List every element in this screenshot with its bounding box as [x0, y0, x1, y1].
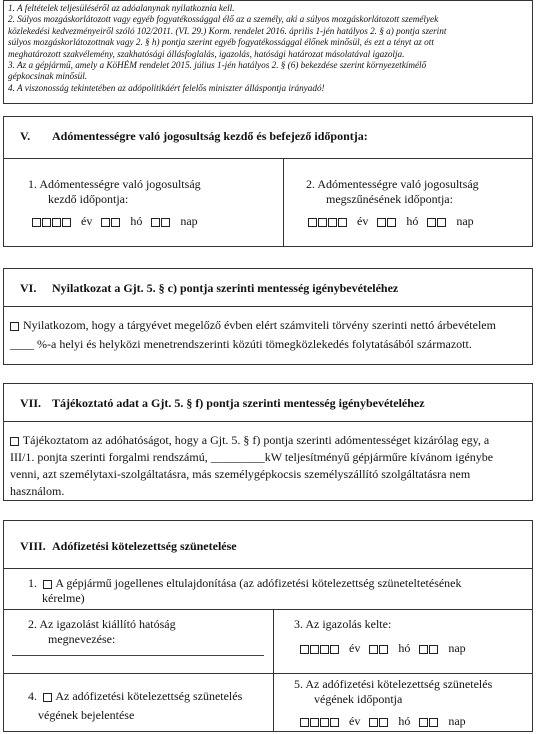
digit-box[interactable] — [320, 645, 329, 654]
label-line: 5. Az adófizetési kötelezettség szünetelés — [294, 677, 493, 691]
divider — [4, 306, 532, 307]
section-viii-header — [20, 539, 237, 554]
box-group — [308, 214, 348, 229]
section-number: VIII. — [20, 539, 46, 553]
digit-box[interactable] — [338, 218, 347, 227]
divider — [4, 158, 532, 159]
digit-box[interactable] — [379, 645, 388, 654]
digit-box[interactable] — [419, 645, 428, 654]
certificate-date-label: 3. Az igazolás kelte: — [294, 617, 392, 631]
box-group — [32, 214, 72, 229]
section-title: Nyilatkozat a Gjt. 5. § c) pontja szerinti mentesség igénybevételéhez — [52, 281, 399, 295]
month-label: hó — [406, 214, 419, 228]
day-label: nap — [448, 714, 466, 728]
text-line: III/1. ponjta szerinti forgalmi rendszámú, _________kW teljesítményű gépjárműre kívánom igénybe — [10, 450, 494, 464]
day-label: nap — [180, 214, 198, 228]
label-line: 2. Az igazolást kiállító hatóság — [28, 617, 176, 631]
footnote-line: közlekedési kedvezményeiről szóló 102/2011. (VI. 29.) Korm. rendelet 2016. április 1-jén hatályos 2. § a) pontja szerint — [8, 25, 447, 36]
digit-box[interactable] — [427, 218, 436, 227]
digit-box[interactable] — [308, 218, 317, 227]
digit-box[interactable] — [32, 218, 41, 227]
section-vi — [3, 268, 533, 365]
digit-box[interactable] — [369, 645, 378, 654]
start-date-label — [28, 177, 201, 207]
theft-item — [28, 576, 462, 606]
box-group — [419, 714, 439, 729]
digit-box[interactable] — [310, 645, 319, 654]
footnote-line: súlyos mozgáskorlátozottnak vagy 2. § h) pontja szerint egyéb fogyatékossággal élőnek minősül, és ezt a tényt az ott — [8, 37, 434, 48]
text-line: Az adófizetési kötelezettség szünetelés — [55, 689, 243, 703]
day-label: nap — [448, 641, 466, 655]
certificate-date-field[interactable] — [300, 641, 466, 656]
label-line: megszűnésének időpontja: — [326, 192, 453, 206]
footnote-line: 2. Súlyos mozgáskorlátozott vagy egyéb fogyatékossággal élő az a személy, aki a súlyos mozgáskorlátozott személyek — [8, 14, 439, 25]
info-text — [10, 432, 528, 500]
section-number: VII. — [20, 396, 42, 410]
box-group — [419, 641, 439, 656]
start-date-field[interactable] — [32, 214, 198, 229]
digit-box[interactable] — [320, 718, 329, 727]
digit-box[interactable] — [429, 645, 438, 654]
year-label: év — [349, 714, 361, 728]
text-line: kérelme) — [42, 591, 85, 605]
divider — [4, 673, 532, 674]
theft-checkbox[interactable] — [43, 580, 52, 589]
box-group — [427, 214, 447, 229]
footnote-line: 3. Az a gépjármű, amely a KöHÉM rendelet 2015. július 1-jén hatályos 2. § (6) bekezdése szerint környezetkímélő — [8, 60, 427, 71]
declaration-text — [10, 318, 528, 352]
authority-name-label — [28, 617, 176, 647]
authority-name-input[interactable] — [12, 655, 264, 656]
digit-box[interactable] — [419, 718, 428, 727]
month-label: hó — [398, 641, 411, 655]
section-v — [3, 116, 533, 247]
footnote-line: 1. A feltételek teljesüléséről az adóalanynak nyilatkoznia kell. — [8, 3, 235, 13]
text-line: Nyilatkozom, hogy a tárgyévet megelőző évben elért számviteli törvény szerinti nettó árbevételem — [23, 318, 496, 332]
box-group — [369, 714, 389, 729]
month-label: hó — [130, 214, 143, 228]
text-line: ____ %-a helyi és helyközi menetrendszerinti közúti tömegközlekedés folytatásából származott. — [10, 337, 472, 351]
label-line: megnevezése: — [48, 632, 116, 646]
section-number: V. — [20, 129, 31, 143]
digit-box[interactable] — [379, 718, 388, 727]
box-group — [300, 714, 340, 729]
digit-box[interactable] — [318, 218, 327, 227]
digit-box[interactable] — [62, 218, 71, 227]
suspension-end-date-label — [294, 677, 492, 707]
digit-box[interactable] — [111, 218, 120, 227]
digit-box[interactable] — [42, 218, 51, 227]
digit-box[interactable] — [429, 718, 438, 727]
text-line: Tájékoztatom az adóhatóságot, hogy a Gjt. 5. § f) pontja szerinti adómentességet kizárólag egy, a — [22, 433, 490, 447]
declaration-checkbox[interactable] — [10, 322, 19, 331]
year-label: év — [357, 214, 369, 228]
digit-box[interactable] — [101, 218, 110, 227]
digit-box[interactable] — [300, 645, 309, 654]
digit-box[interactable] — [330, 718, 339, 727]
divider — [283, 158, 284, 246]
end-date-label — [306, 177, 479, 207]
box-group — [101, 214, 121, 229]
section-title: Adómentességre való jogosultság kezdő és befejező időpontja: — [52, 129, 368, 143]
digit-box[interactable] — [52, 218, 61, 227]
day-label: nap — [456, 214, 474, 228]
label-line: kezdő időpontja: — [48, 192, 129, 206]
suspension-end-notice — [28, 689, 242, 723]
text-line: venni, azt személytaxi-szolgáltatásra, más személygépkocsis személyszállító szolgáltatásra nem — [10, 467, 471, 481]
digit-box[interactable] — [437, 218, 446, 227]
digit-box[interactable] — [369, 718, 378, 727]
box-group — [151, 214, 171, 229]
label-line: 1. Adómentességre való jogosultság — [28, 177, 201, 191]
section-title: Adófizetési kötelezettség szünetelése — [52, 539, 237, 553]
text-line: A gépjármű jogellenes eltulajdonítása (az adófizetési kötelezettség szüneteltetésének — [55, 576, 462, 590]
digit-box[interactable] — [330, 645, 339, 654]
footnote-line: 4. A viszonosság tekintetében az adópolitikáért felelős miniszter álláspontja irányadó! — [8, 82, 325, 93]
box-group — [369, 641, 389, 656]
item-number: 1. — [28, 576, 37, 590]
digit-box[interactable] — [161, 218, 170, 227]
box-group — [300, 641, 340, 656]
year-label: év — [81, 214, 93, 228]
divider — [4, 568, 532, 569]
digit-box[interactable] — [328, 218, 337, 227]
label-line: végének időpontja — [314, 692, 403, 706]
section-vii-header — [20, 396, 425, 411]
end-date-field[interactable] — [308, 214, 474, 229]
digit-box[interactable] — [310, 718, 319, 727]
divider — [4, 421, 532, 422]
footnote-line: meghatározott szakvélemény, szakhatósági állásfoglalás, igazolás, hatósági határozat másolatával igazolja. — [8, 48, 405, 59]
digit-box[interactable] — [387, 218, 396, 227]
month-label: hó — [398, 714, 411, 728]
section-vii — [3, 383, 533, 501]
suspension-end-checkbox[interactable] — [43, 693, 52, 702]
section-title: Tájékoztató adat a Gjt. 5. § f) pontja szerinti mentesség igénybevételéhez — [52, 396, 425, 410]
digit-box[interactable] — [300, 718, 309, 727]
digit-box[interactable] — [151, 218, 160, 227]
section-viii — [3, 520, 533, 732]
info-checkbox[interactable] — [10, 437, 19, 446]
year-label: év — [349, 641, 361, 655]
text-line: végének bejelentése — [38, 708, 135, 722]
item-number: 4. — [28, 689, 37, 703]
label-line: 2. Adómentességre való jogosultság — [306, 177, 479, 191]
footnotes-box — [3, 0, 533, 104]
box-group — [377, 214, 397, 229]
footnote-line: gépkocsinak minősül. — [8, 71, 88, 82]
digit-box[interactable] — [377, 218, 386, 227]
section-vi-header — [20, 281, 398, 296]
suspension-end-date-field[interactable] — [300, 714, 466, 729]
divider — [273, 609, 274, 731]
section-v-header — [20, 129, 368, 144]
divider — [4, 609, 532, 610]
text-line: használom. — [10, 484, 65, 498]
section-number: VI. — [20, 281, 37, 295]
